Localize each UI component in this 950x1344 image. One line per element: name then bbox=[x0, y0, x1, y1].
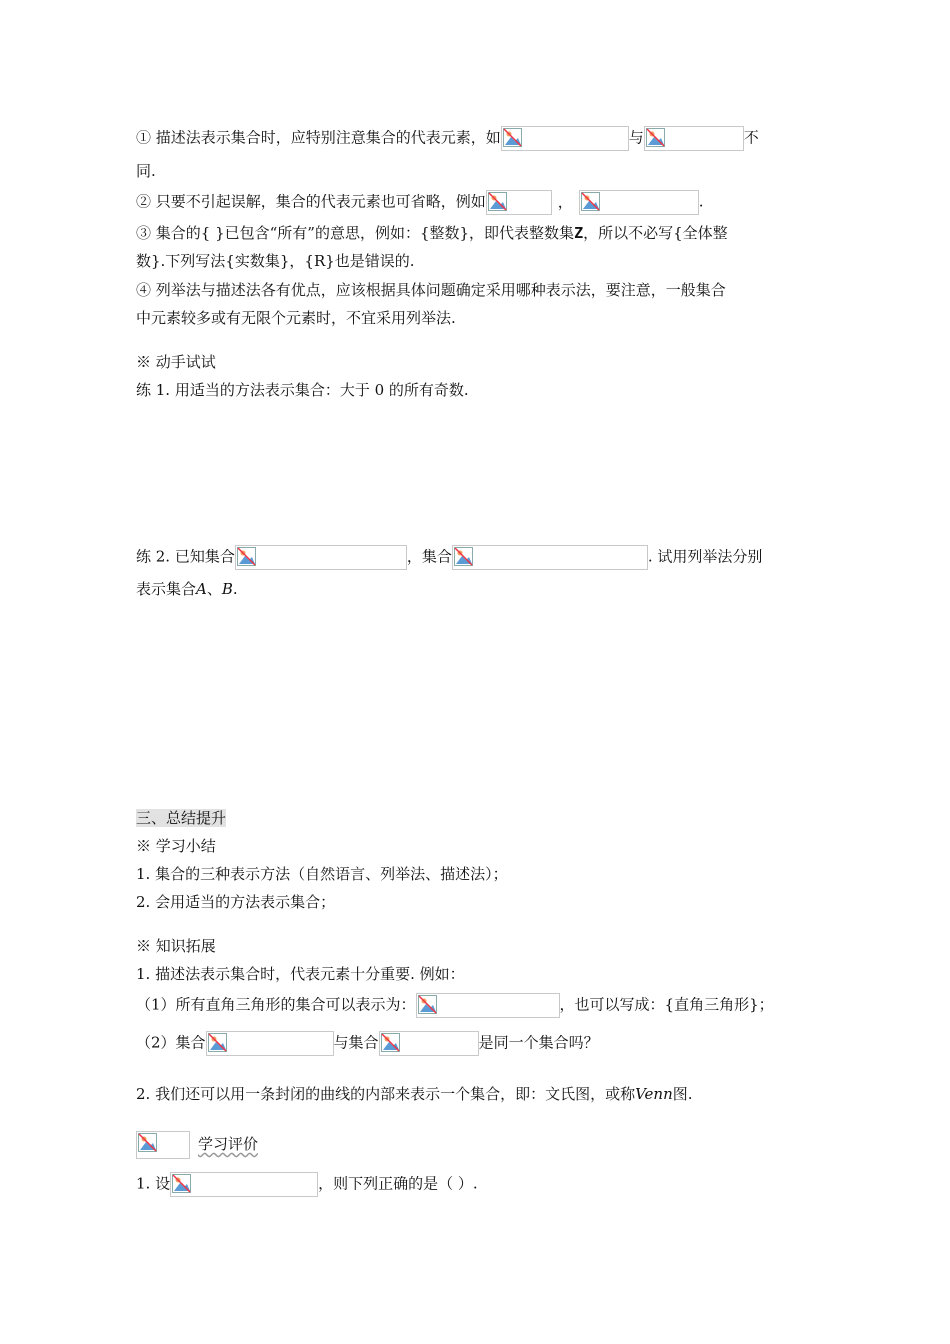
note-1-line-2 bbox=[136, 160, 156, 182]
note-3-line-1 bbox=[136, 222, 728, 244]
extension-text: 图. bbox=[672, 1085, 693, 1103]
broken-image-icon bbox=[646, 128, 666, 148]
note-3-text: ，所以不必写{全体整 bbox=[583, 224, 728, 242]
broken-image-icon bbox=[488, 192, 508, 212]
exercise-2-line-2 bbox=[136, 578, 238, 600]
extension-item-2 bbox=[136, 1083, 693, 1105]
integer-set-symbol: Z bbox=[574, 224, 584, 242]
extension-text: 与集合 bbox=[333, 1033, 379, 1052]
broken-image-icon bbox=[503, 128, 523, 148]
note-4-line-1 bbox=[136, 279, 726, 301]
note-2-text: . bbox=[698, 192, 704, 211]
exercise-2-text: 、 bbox=[206, 580, 222, 598]
note-1-text: 不 bbox=[743, 128, 759, 147]
note-2-text: ② 只要不引起误解，集合的代表元素也可省略，例如 bbox=[136, 192, 486, 211]
extension-heading: ※ 知识拓展 bbox=[136, 937, 216, 955]
evaluation-question-1 bbox=[136, 1172, 478, 1197]
exercise-2-text: . 试用列举法分别 bbox=[647, 547, 763, 566]
formula-image-placeholder bbox=[379, 1031, 479, 1056]
extension-text: 是同一个集合吗？ bbox=[478, 1033, 599, 1052]
note-4-line-2 bbox=[136, 307, 456, 329]
note-1-line-1 bbox=[136, 126, 759, 151]
section-title bbox=[136, 807, 226, 829]
broken-image-icon bbox=[581, 192, 601, 212]
extension-text: ，也可以写成：{直角三角形}； bbox=[559, 995, 774, 1014]
broken-image-icon bbox=[172, 1174, 192, 1194]
formula-image-placeholder bbox=[501, 126, 629, 151]
extension-sub-1 bbox=[136, 993, 774, 1018]
exercise-2-text: 练 2. 已知集合 bbox=[136, 547, 235, 566]
formula-image-placeholder bbox=[235, 545, 407, 570]
note-2-text: ， bbox=[557, 192, 573, 211]
broken-image-icon bbox=[138, 1133, 158, 1153]
exercise-2-text: . bbox=[232, 580, 238, 598]
note-4-text: ④ 列举法与描述法各有优点，应该根据具体问题确定采用哪种表示法，要注意，一般集合 bbox=[136, 281, 726, 299]
broken-image-icon bbox=[381, 1033, 401, 1053]
evaluation-heading bbox=[136, 1130, 258, 1159]
formula-image-placeholder bbox=[416, 993, 560, 1018]
venn-term: Venn bbox=[635, 1085, 673, 1103]
note-2-line bbox=[136, 190, 704, 215]
exercise-1: 练 1. 用适当的方法表示集合：大于 0 的所有奇数. bbox=[136, 381, 469, 399]
formula-image-placeholder bbox=[644, 126, 744, 151]
evaluation-icon-placeholder bbox=[136, 1131, 190, 1159]
section-title-text: 三、总结提升 bbox=[136, 809, 227, 827]
note-4-text: 中元素较多或有无限个元素时，不宜采用列举法. bbox=[136, 309, 456, 327]
evaluation-title: 学习评价 bbox=[198, 1135, 259, 1153]
formula-image-placeholder bbox=[170, 1172, 318, 1197]
study-summary-heading: ※ 学习小结 bbox=[136, 837, 216, 855]
broken-image-icon bbox=[237, 547, 257, 567]
note-1-text: 同. bbox=[136, 162, 156, 180]
broken-image-icon bbox=[418, 995, 438, 1015]
question-text: ，则下列正确的是（ ）. bbox=[318, 1174, 478, 1193]
question-text: 1. 设 bbox=[136, 1174, 171, 1193]
formula-image-placeholder bbox=[452, 545, 648, 570]
exercise-2-line-1 bbox=[136, 545, 762, 570]
formula-image-placeholder bbox=[579, 190, 699, 215]
extension-text: （2）集合 bbox=[136, 1033, 206, 1052]
note-3-line-2 bbox=[136, 250, 415, 272]
note-3-text: 数}.下列写法{实数集}，{R}也是错误的. bbox=[136, 252, 415, 270]
extension-item-1: 1. 描述法表示集合时，代表元素十分重要. 例如： bbox=[136, 965, 465, 983]
set-b-symbol: B bbox=[221, 580, 233, 598]
note-1-text: 与 bbox=[628, 128, 644, 147]
set-a-symbol: A bbox=[196, 580, 207, 598]
extension-text: 2. 我们还可以用一条封闭的曲线的内部来表示一个集合，即：文氏图，或称 bbox=[136, 1085, 636, 1103]
summary-item-2: 2. 会用适当的方法表示集合； bbox=[136, 893, 336, 911]
extension-sub-2 bbox=[136, 1031, 599, 1056]
extension-text: （1）所有直角三角形的集合可以表示为： bbox=[136, 995, 416, 1014]
broken-image-icon bbox=[208, 1033, 228, 1053]
summary-item-1: 1. 集合的三种表示方法（自然语言、列举法、描述法）； bbox=[136, 865, 508, 883]
formula-image-placeholder bbox=[206, 1031, 334, 1056]
note-1-text: ① 描述法表示集合时，应特别注意集合的代表元素，如 bbox=[136, 128, 501, 147]
exercise-2-text: ，集合 bbox=[406, 547, 452, 566]
note-3-text: ③ 集合的{ }已包含“所有”的意思，例如：{整数}，即代表整数集 bbox=[136, 224, 575, 242]
broken-image-icon bbox=[454, 547, 474, 567]
exercise-2-text: 表示集合 bbox=[136, 580, 197, 598]
formula-image-placeholder bbox=[486, 190, 552, 215]
practice-heading: ※ 动手试试 bbox=[136, 353, 216, 371]
